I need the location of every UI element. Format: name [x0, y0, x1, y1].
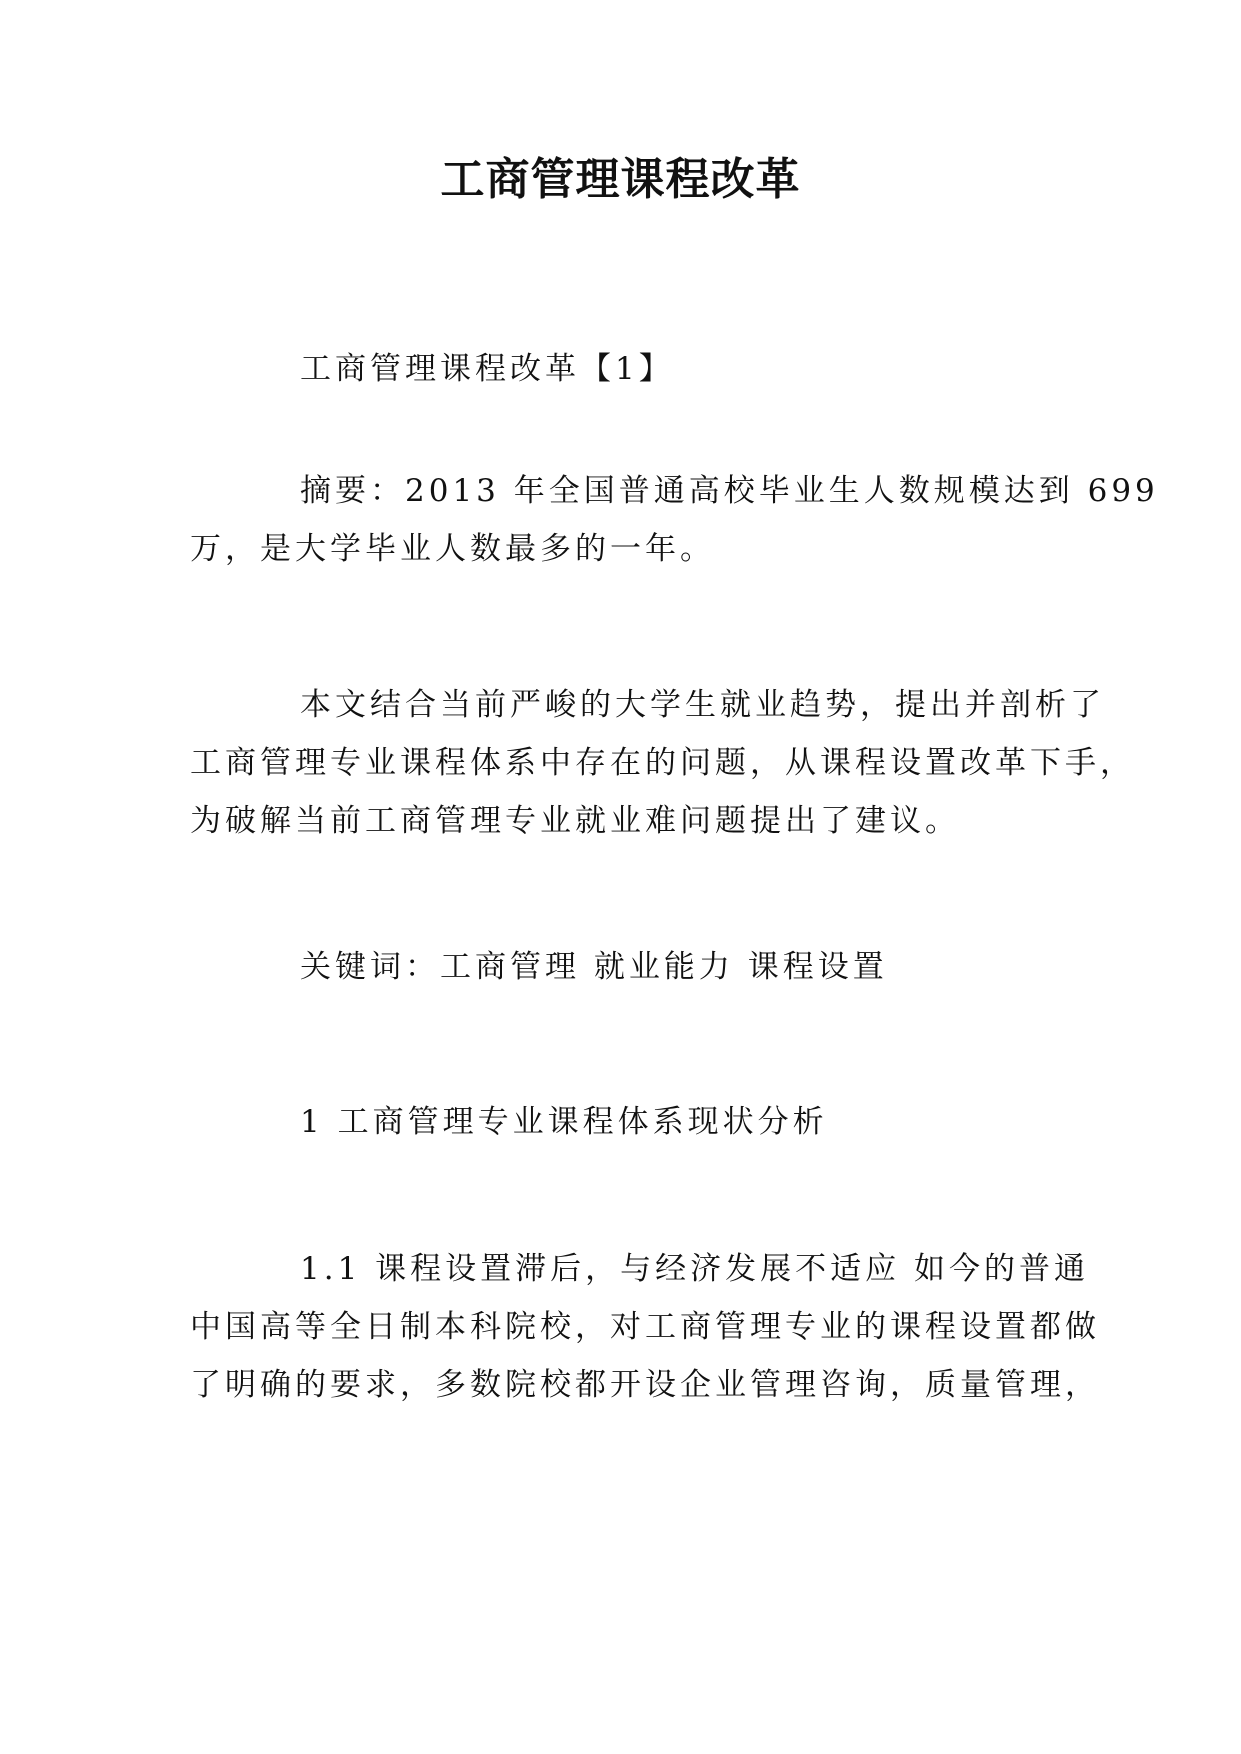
section-heading-paragraph [190, 340, 1060, 398]
paragraph-line: 万，是大学毕业人数最多的一年。 [190, 531, 715, 567]
body-paragraph [190, 676, 1135, 850]
paragraph-line: 本文结合当前严峻的大学生就业趋势，提出并剖析了 [300, 687, 1105, 723]
paragraph-line: 了明确的要求，多数院校都开设企业管理咨询，质量管理， [190, 1367, 1100, 1403]
paragraph-line: 1.1 课程设置滞后，与经济发展不适应 如今的普通 [300, 1251, 1090, 1287]
paragraph-line: 工商管理课程改革【1】 [300, 351, 674, 387]
paragraph-line: 摘要：2013 年全国普通高校毕业生人数规模达到 699 [300, 473, 1159, 509]
paragraph-line: 关键词：工商管理 就业能力 课程设置 [300, 949, 888, 985]
paragraph-line: 中国高等全日制本科院校，对工商管理专业的课程设置都做 [190, 1309, 1100, 1345]
paragraph-line: 为破解当前工商管理专业就业难问题提出了建议。 [190, 803, 960, 839]
paragraph-line: 工商管理专业课程体系中存在的问题，从课程设置改革下手， [190, 745, 1135, 781]
section-heading-paragraph [190, 1093, 1060, 1151]
body-paragraph [190, 1240, 1100, 1414]
document-title: 工商管理课程改革 [440, 154, 801, 205]
paragraph-line: 1 工商管理专业课程体系现状分析 [300, 1104, 828, 1140]
abstract-paragraph [190, 462, 1159, 578]
keywords-paragraph [190, 938, 1060, 996]
